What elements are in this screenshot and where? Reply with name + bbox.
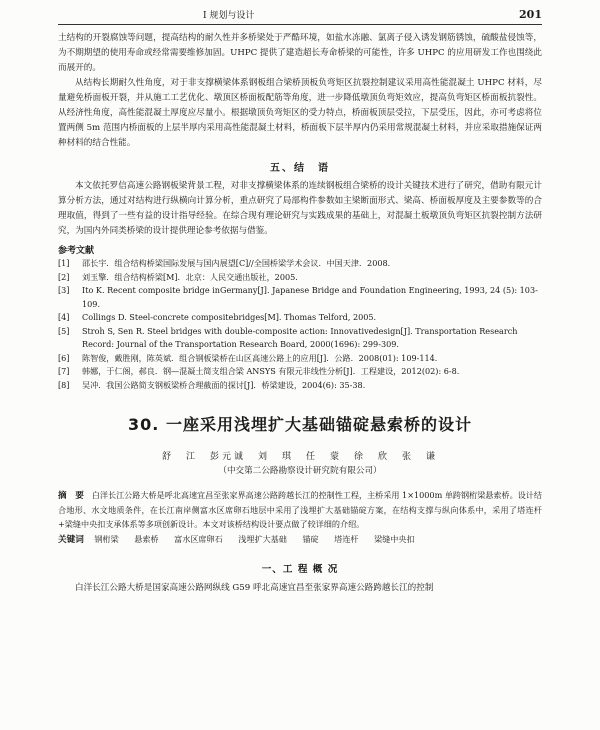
reference-text: 刘玉擎．组合结构桥梁[M]．北京：人民交通出版社，2005． (82, 271, 304, 282)
reference-number: [6] (58, 352, 70, 363)
keyword: 富水区席卵石 (174, 534, 223, 544)
keyword: 钢桁梁 (94, 534, 119, 544)
reference-text: 邵长宇．组合结构桥梁国际发展与国内展望[C]//全国桥梁学术会议．中国天津．2008． (82, 258, 396, 268)
reference-item (58, 365, 542, 379)
paragraph: 土结构的开裂腐蚀等问题，提高结构的耐久性并多桥梁处于严酷环境，如盐水冻融、氯离子侵入诱发钢筋锈蚀，硫酸盐侵蚀等，为不期期望的使用寿命或经常需要维修加固。UHPC 提供了建造超长寿命桥梁的可能性，许多 UHPC 的应用研发工作也围绕此而展开的。 (58, 33, 542, 73)
reference-list (58, 257, 542, 392)
reference-number: [4] (58, 312, 70, 322)
reference-item (58, 257, 542, 271)
continued-text (58, 31, 542, 151)
reference-text: 陈智俊，戴胜刚，陈英斌．组合钢板梁桥在山区高速公路上的应用[J]．公路．2008(01): 109-114. (82, 352, 438, 363)
article-affiliation: （中交第二公路勘察设计研究院有限公司） (218, 466, 382, 476)
reference-number: [2] (58, 271, 70, 282)
reference-item (58, 325, 542, 352)
running-header: Ⅰ 规划与设计 (203, 11, 255, 21)
abstract (58, 488, 542, 531)
reference-number: [1] (58, 258, 70, 268)
abstract-text: 白洋长江公路大桥是呼北高速宜昌至张家界高速公路跨越长江的控制性工程，主桥采用 1×1000m 单跨钢桁梁悬索桥。设计结合地形、水文地质条件，在长江南岸侧富水区席卵石地层中采用了浅埋扩大基础锚碇方案，在结构支撑与纵向体系中，采用了塔连杆+梁缝中央扣支承体系等多项创新设计。本文对该桥结构设计要点做了较详细的介绍。 (58, 490, 542, 529)
keywords (58, 532, 542, 547)
keyword: 悬索桥 (134, 534, 159, 544)
keyword: 锚碇 (302, 534, 319, 544)
reference-item (58, 352, 542, 366)
keyword: 梁缝中央扣 (374, 534, 415, 544)
reference-number: [3] (58, 285, 70, 295)
reference-number: [7] (58, 366, 70, 376)
reference-item (58, 311, 542, 325)
reference-item (58, 379, 542, 393)
reference-text: 吴冲．我国公路简支钢板梁桥合理截面的探讨[J]．桥梁建设，2004(6): 35-38. (82, 379, 366, 390)
reference-text: Collings D. Steel-concrete compositebridges[M]. Thomas Telford, 2005. (82, 312, 377, 322)
reference-text: 韩娜，于仁阁，郝良．钢—混凝土简支组合梁 ANSYS 有限元非线性分析[J]．工程建设，2012(02): 6-8. (82, 366, 460, 376)
article-title: 30. 一座采用浅埋扩大基础锚碇悬索桥的设计 (128, 415, 472, 434)
overview-paragraph: 白洋长江公路大桥是国家高速公路网纵线 G59 呼北高速宜昌至张家界高速公路跨越长江的控制 (75, 583, 434, 593)
paragraph: 从结构长期耐久性角度，对于非支撑横梁体系钢板组合梁桥顶板负弯矩区抗裂控制建议采用高性能混凝土 UHPC 材料，尽量避免桥面板开裂，并从施工工艺优化、墩顶区桥面板配筋等角度，进一步降低墩顶负弯矩效应，提高负弯矩区桥面板抗裂性。从经济性角度，高性能混凝土厚度应尽量小。根据墩顶负弯矩区的受力特点，桥面板顶层受拉，下层受压，因此，亦可考虑将位置两侧 5m 范围内桥面板的上层半厚内采用高性能混凝土材料，桥面板下层半厚内仍采用常规混凝土材料，并应采取措施保证两种材料的结合性能。 (58, 78, 542, 148)
reference-number: [5] (58, 325, 70, 336)
page-number: 201 (519, 8, 542, 21)
conclusion-paragraph: 本文依托罗信高速公路钢板梁背景工程，对非支撑横梁体系的连续钢板组合梁桥的设计关键技术进行了研究，借助有限元计算分析方法，通过对结构进行纵横向计算分析，重点研究了局部构件参数如主梁断面形式、梁高、桥面板厚度及主要参数等的合理取值，得到了一些有益的设计指导经验。在综合现有理论研究与实践成果的基础上，对混凝土板墩顶负弯矩区抗裂控制方法研究，为国内外同类桥梁的设计提供理论参考依据与借鉴。 (58, 181, 542, 236)
reference-text: Stroh S, Sen R. Steel bridges with double-composite action: Innovativedesign[J]. Transportation Research Record: Journal of the Transportation Research Board, 2000(1696): 299-309. (82, 325, 518, 349)
keyword: 浅埋扩大基础 (238, 534, 287, 544)
reference-item (58, 284, 542, 311)
abstract-label: 摘 要 (58, 491, 84, 501)
article-authors: 舒 江 彭元诚 刘 琪 任 蒙 徐 欣 张 谦 (161, 452, 438, 462)
reference-number: [8] (58, 379, 70, 390)
keywords-label: 关键词 (58, 535, 84, 545)
references-heading: 参考文献 (58, 246, 95, 256)
reference-item (58, 271, 542, 285)
page-header (58, 8, 542, 25)
keyword: 塔连杆 (334, 534, 359, 544)
reference-text: Ito K. Recent composite bridge inGermany[J]. Japanese Bridge and Foundation Engineering, 1993, 24 (5): 103-109. (82, 285, 538, 309)
section-heading: 五、结 语 (270, 163, 330, 174)
section-heading: 一、工 程 概 况 (261, 564, 339, 575)
